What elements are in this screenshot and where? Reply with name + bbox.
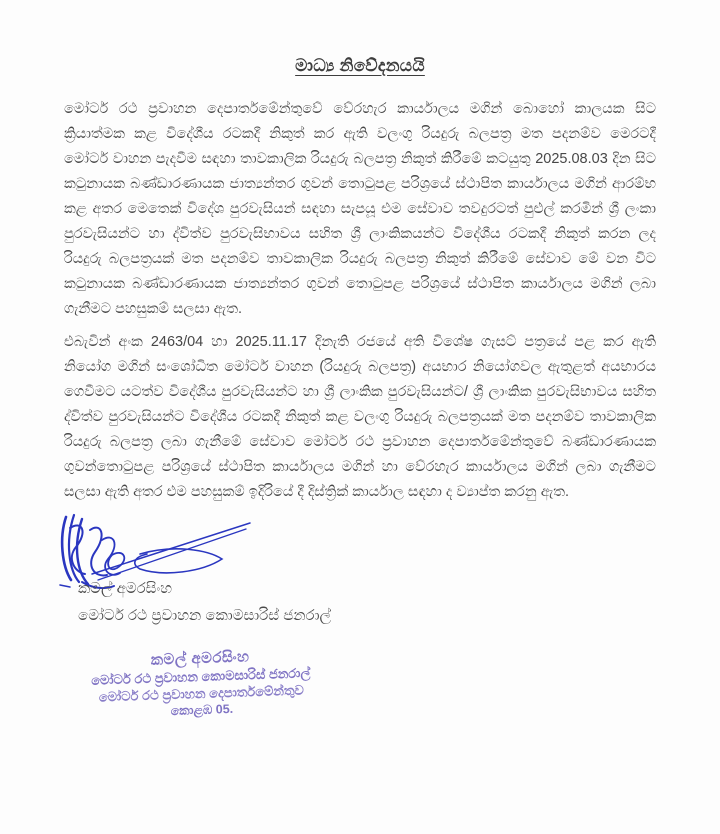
text-line: කළ අතර මෙතෙක් විදේශ පුරවැසියන් සඳහා සැපයූ එම සේවාව තවදුරටත් පුළුල් කරමින් ශ්‍රී ලංකා xyxy=(64,201,656,217)
text-line: ගෙවීමට යටත්ව විදේශීය පුරවැසියන්ට හා ශ්‍රී ලාංකික පුරවැසියන්ට/ ශ්‍රී ලාංකික පුරවැසිභාවය සහිත xyxy=(64,384,656,400)
paragraph-1 xyxy=(64,97,656,322)
text-line: මෝටර් වාහන පැදවීම සඳහා තාවකාලික රියදුරු බලපත්‍ර නිකුත් කිරීමේ කටයුතු 2025.08.03 දින සිට xyxy=(64,151,656,167)
text-line: පුරවැසියන්ට හා ද්විත්ව පුරවැසිභාවය සහිත ශ්‍රී ලාංකිකයන්ට විදේශීය රටකදී නිකුත් කරන ලද xyxy=(64,226,656,242)
text-line: මෝටර් රථ ප්‍රවාහන දෙපාර්තමේන්තුවේ වේරහැර කාර්යාලය මගින් බොහෝ කාලයක සිට xyxy=(64,101,656,117)
text-line: ද්විත්ව පුරවැසියන්ට විදේශීය රටකදී නිකුත් කළ වලංගු රියදුරු බලපත්‍රයක් මත පදනම්ව තාවකාලික xyxy=(64,409,656,425)
page-title-text: මාධ්‍ය නිවේදනයයි xyxy=(295,56,425,75)
signatory-name: කමල් අමරසිංහ xyxy=(78,580,173,597)
text-line: සලසා ඇති අතර එම පහසුකම් ඉදිරියේ දී දිස්ත්‍රික් කාර්යාල සඳහා ද ව්‍යාප්ත කරනු ඇත. xyxy=(64,484,570,500)
text-line: කටුනායක බණ්ඩාරණායක ජාත්‍යන්තර ගුවන් තොටුපළ පරිශ්‍රයේ ස්ථාපිත කාර්යාලය මගින් ආරම්භ xyxy=(64,176,656,192)
text-line: ගුවන්තොටුපළ පරිශ්‍රයේ ස්ථාපිත කාර්යාලය මගින් හා වේරහැර කාර්යාලය මගින් ලබා ගැනීමට xyxy=(64,459,656,475)
text-line: ගැනීමට පහසුකම් සලසා ඇත. xyxy=(64,301,243,317)
signatory-designation: මෝටර් රථ ප්‍රවාහන කොමසාරිස් ජනරාල් xyxy=(78,607,331,624)
stamp-designation: මෝටර් රථ ප්‍රවාහන කොමසාරිස් ජනරාල් xyxy=(90,665,311,688)
paragraph-2 xyxy=(64,330,656,505)
page-title xyxy=(0,56,720,76)
official-stamp xyxy=(55,644,347,724)
text-line: එබැවින් අංක 2463/04 හා 2025.11.17 දිනැති රජයේ අති විශේෂ ගැසට් පත්‍රයේ පළ කර ඇති xyxy=(64,334,656,350)
text-line: රියදුරු බලපත්‍රයක් මත පදනම්ව තාවකාලික රියදුරු බලපත්‍ර නිකුත් කිරීමේ සේවාව මේ වන විට xyxy=(64,251,656,267)
stamp-name: කමල් අමරසිංහ xyxy=(150,648,250,669)
text-line: කටුනායක බණ්ඩාරණායක ජාත්‍යන්තර ගුවන් තොටුපළ පරිශ්‍රයේ ස්ථාපිත කාර්යාලය මගින් ලබා xyxy=(64,276,656,292)
text-line: ක්‍රියාත්මක කළ විදේශීය රටකදී නිකුත් කර ඇති වලංගු රියදුරු බලපත්‍ර මත පදනම්ව මෙරටදී xyxy=(64,126,656,142)
text-line: නියෝග මගින් සංශෝධිත මෝටර් වාහන (රියදුරු බලපත්‍ර) අයභාර නියෝගවල ඇතුළත් අයභාරය xyxy=(64,359,656,375)
stamp-department: මෝටර් රථ ප්‍රවාහන දෙපාර්තමේන්තුව xyxy=(98,682,305,705)
stamp-city: කොළඹ 05. xyxy=(170,701,234,719)
text-line: රියදුරු බලපත්‍ර ලබා ගැනීමේ සේවාව මෝටර් රථ ප්‍රවාහන දෙපාර්තමේන්තුවේ බණ්ඩාරණායක xyxy=(64,434,656,450)
